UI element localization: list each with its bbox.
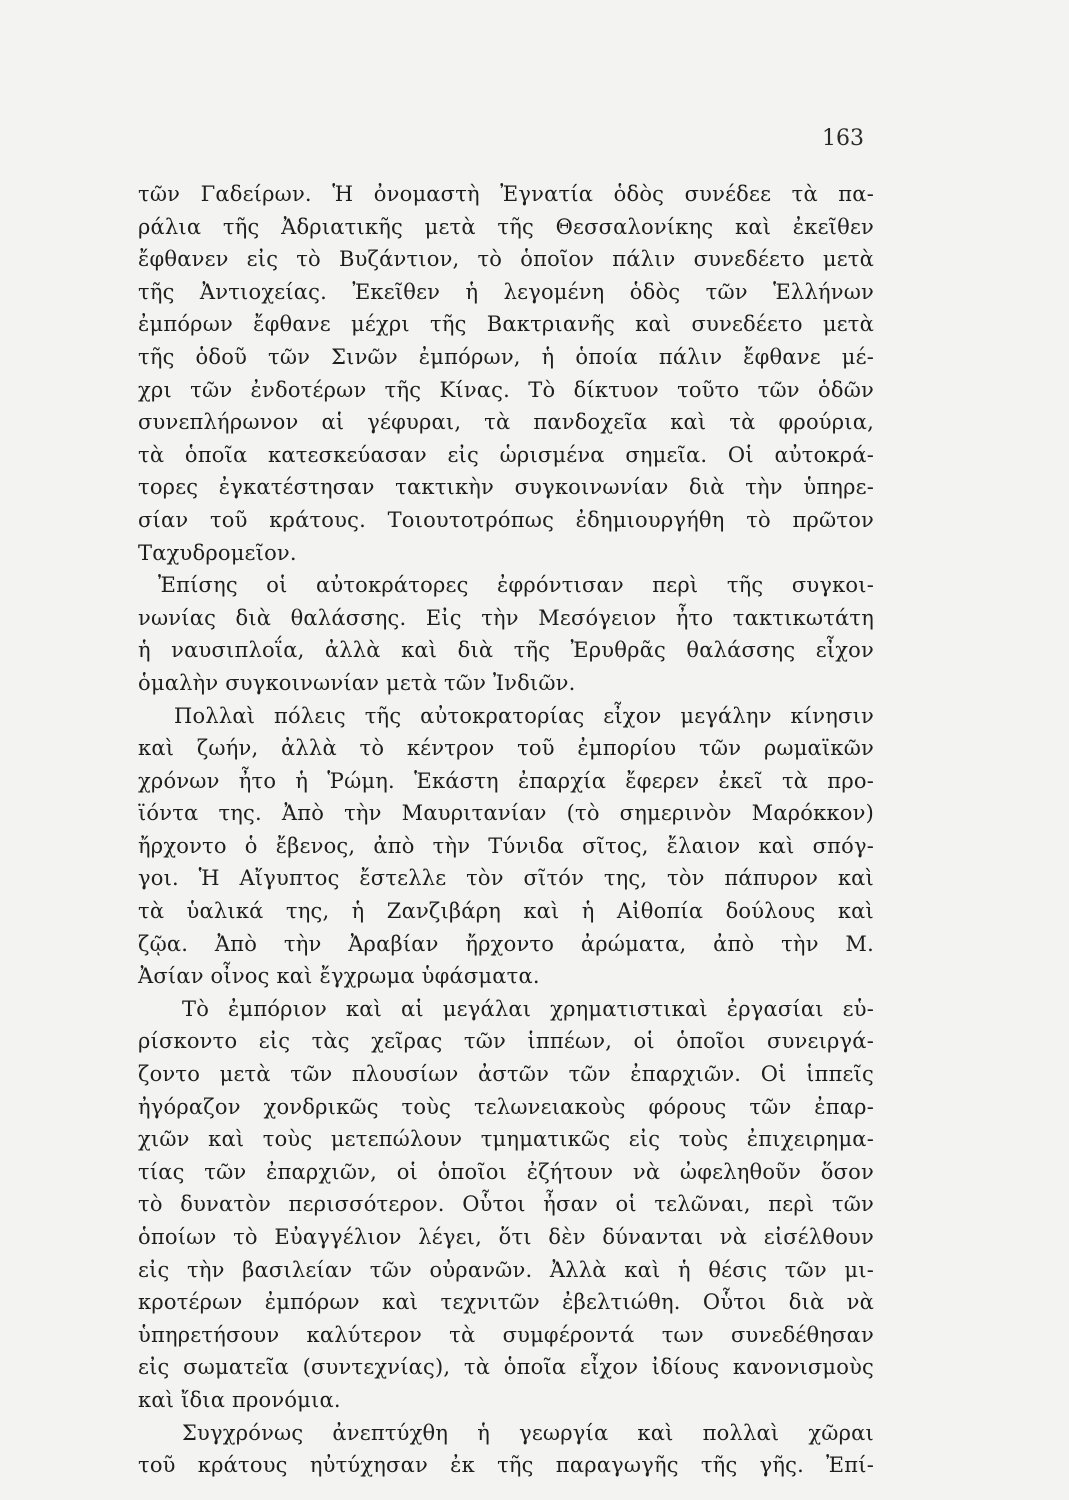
text-line: ράλια τῆς Ἀδριατικῆς μετὰ τῆς Θεσσαλονίκης καὶ ἐκεῖθεν: [138, 214, 874, 239]
text-line: ἡ ναυσιπλοΐα, ἀλλὰ καὶ διὰ τῆς Ἐρυθρᾶς θαλάσσης εἶχον: [138, 638, 874, 663]
text-line: τίας τῶν ἐπαρχιῶν, οἱ ὁποῖοι ἐζήτουν νὰ ὠφεληθοῦν ὅσον: [138, 1159, 874, 1184]
text-line: Πολλαὶ πόλεις τῆς αὐτοκρατορίας εἶχον μεγάλην κίνησιν: [174, 703, 874, 728]
text-line: εἰς τὴν βασιλείαν τῶν οὐρανῶν. Ἀλλὰ καὶ ἡ θέσις τῶν μι-: [138, 1257, 874, 1282]
text-line: ὁμαλὴν συγκοινωνίαν μετὰ τῶν Ἰνδιῶν.: [138, 670, 576, 695]
text-line: τὰ ὁποῖα κατεσκεύασαν εἰς ὡρισμένα σημεῖα. Οἱ αὐτοκρά-: [138, 442, 874, 467]
text-line: τορες ἐγκατέστησαν τακτικὴν συγκοινωνίαν διὰ τὴν ὑπηρε-: [138, 475, 874, 500]
text-line: τοῦ κράτους ηὐτύχησαν ἐκ τῆς παραγωγῆς τῆς γῆς. Ἐπί-: [138, 1453, 874, 1478]
body-text: [138, 178, 874, 1482]
text-line: τὸ δυνατὸν περισσότερον. Οὗτοι ἦσαν οἱ τελῶναι, περὶ τῶν: [138, 1192, 874, 1217]
text-line: ἠγόραζον χονδρικῶς τοὺς τελωνειακοὺς φόρους τῶν ἐπαρ-: [138, 1094, 874, 1119]
text-line: χρι τῶν ἐνδοτέρων τῆς Κίνας. Τὸ δίκτυον τοῦτο τῶν ὁδῶν: [138, 377, 874, 402]
text-line: ἔφθανεν εἰς τὸ Βυζάντιον, τὸ ὁποῖον πάλιν συνεδέετο μετὰ: [138, 247, 874, 272]
text-line: Ἀσίαν οἶνος καὶ ἔγχρωμα ὑφάσματα.: [138, 964, 540, 989]
text-line: ἐμπόρων ἔφθανε μέχρι τῆς Βακτριανῆς καὶ συνεδέετο μετὰ: [138, 312, 874, 337]
text-line: ὑπηρετήσουν καλύτερον τὰ συμφέροντά των συνεδέθησαν: [138, 1322, 874, 1347]
text-line: καὶ ἴδια προνόμια.: [138, 1387, 341, 1412]
text-line: εἰς σωματεῖα (συντεχνίας), τὰ ὁποῖα εἶχον ἰδίους κανονισμοὺς: [138, 1355, 874, 1380]
text-line: Ταχυδρομεῖον.: [138, 540, 297, 565]
text-line: τῆς ὁδοῦ τῶν Σινῶν ἐμπόρων, ἡ ὁποία πάλιν ἔφθανε μέ-: [138, 344, 874, 369]
text-line: γοι. Ἡ Αἴγυπτος ἔστελλε τὸν σῖτόν της, τὸν πάπυρον καὶ: [138, 866, 874, 891]
page-number: 163: [822, 126, 864, 151]
text-line: τῆς Ἀντιοχείας. Ἐκεῖθεν ἡ λεγομένη ὁδὸς τῶν Ἑλλήνων: [138, 279, 874, 304]
text-line: Τὸ ἐμπόριον καὶ αἱ μεγάλαι χρηματιστικαὶ ἐργασίαι εὑ-: [182, 996, 874, 1021]
text-line: σίαν τοῦ κράτους. Τοιουτοτρόπως ἐδημιουργήθη τὸ πρῶτον: [138, 507, 874, 532]
text-line: κροτέρων ἐμπόρων καὶ τεχνιτῶν ἐβελτιώθη. Οὗτοι διὰ νὰ: [138, 1290, 874, 1315]
text-line: ζῷα. Ἀπὸ τὴν Ἀραβίαν ἤρχοντο ἀρώματα, ἀπὸ τὴν Μ.: [138, 931, 874, 956]
text-line: τὰ ὑαλικά της, ἡ Ζανζιβάρη καὶ ἡ Αἰθοπία δούλους καὶ: [138, 899, 874, 924]
text-line: ϊόντα της. Ἀπὸ τὴν Μαυριτανίαν (τὸ σημερινὸν Μαρόκκον): [138, 801, 874, 826]
text-line: νωνίας διὰ θαλάσσης. Εἰς τὴν Μεσόγειον ἦτο τακτικωτάτη: [138, 605, 874, 630]
text-line: ὁποίων τὸ Εὐαγγέλιον λέγει, ὅτι δὲν δύνανται νὰ εἰσέλθουν: [138, 1225, 874, 1249]
text-line: ρίσκοντο εἰς τὰς χεῖρας τῶν ἱππέων, οἱ ὁποῖοι συνειργά-: [138, 1029, 874, 1054]
text-line: χρόνων ἦτο ἡ Ῥώμη. Ἑκάστη ἐπαρχία ἔφερεν ἐκεῖ τὰ προ-: [138, 768, 874, 793]
text-line: χιῶν καὶ τοὺς μετεπώλουν τμηματικῶς εἰς τοὺς ἐπιχειρημα-: [138, 1127, 874, 1152]
text-line: ζοντο μετὰ τῶν πλουσίων ἀστῶν τῶν ἐπαρχιῶν. Οἱ ἱππεῖς: [138, 1062, 874, 1087]
text-line: τῶν Γαδείρων. Ἡ ὀνομαστὴ Ἐγνατία ὁδὸς συνέδεε τὰ πα-: [138, 182, 874, 206]
text-line: καὶ ζωήν, ἀλλὰ τὸ κέντρον τοῦ ἐμπορίου τῶν ρωμαϊκῶν: [138, 736, 874, 761]
text-line: ἤρχοντο ὁ ἔβενος, ἀπὸ τὴν Τύνιδα σῖτος, ἔλαιον καὶ σπόγ-: [138, 833, 874, 858]
text-line: Ἐπίσης οἱ αὐτοκράτορες ἐφρόντισαν περὶ τῆς συγκοι-: [158, 573, 874, 598]
text-line: συνεπλήρωνον αἱ γέφυραι, τὰ πανδοχεῖα καὶ τὰ φρούρια,: [138, 410, 874, 435]
text-line: Συγχρόνως ἀνεπτύχθη ἡ γεωργία καὶ πολλαὶ χῶραι: [182, 1420, 874, 1445]
